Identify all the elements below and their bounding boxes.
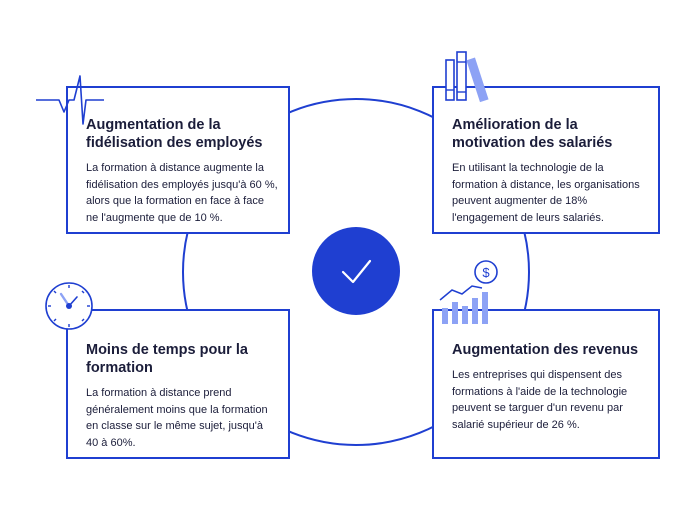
revenue-chart-icon	[438, 258, 500, 328]
card-title: Augmentation de la fidélisation des employés	[86, 117, 263, 151]
dollar-symbol: $	[482, 265, 490, 280]
card-text: La formation à distance prend généralement moins que la formation en classe sur le même sujet, jusqu'à 40 à 60%.	[86, 387, 268, 449]
checkmark-icon	[312, 227, 400, 315]
center-check-badge	[312, 227, 400, 315]
card-title: Amélioration de la motivation des salariés	[452, 117, 613, 151]
card-text: La formation à distance augmente la fidélisation des employés jusqu'à 60 %, alors que la formation en face à face ne l'augmente que de 10 %.	[86, 162, 278, 224]
card-text: Les entreprises qui dispensent des formations à l'aide de la technologie peuvent se targuer d'un revenu par salarié supérieur de 26 %.	[452, 369, 628, 431]
card-revenue-increase	[432, 309, 660, 459]
card-text: En utilisant la technologie de la formation à distance, les organisations peuvent augmenter de 18% l'engagement de leurs salariés.	[452, 162, 640, 224]
card-employee-motivation	[432, 86, 660, 234]
clock-icon	[43, 280, 95, 332]
card-title: Moins de temps pour la formation	[86, 342, 248, 376]
card-title: Augmentation des revenus	[452, 342, 639, 358]
books-icon	[440, 50, 496, 106]
heartbeat-line-icon	[34, 72, 106, 132]
card-less-training-time	[66, 309, 290, 459]
